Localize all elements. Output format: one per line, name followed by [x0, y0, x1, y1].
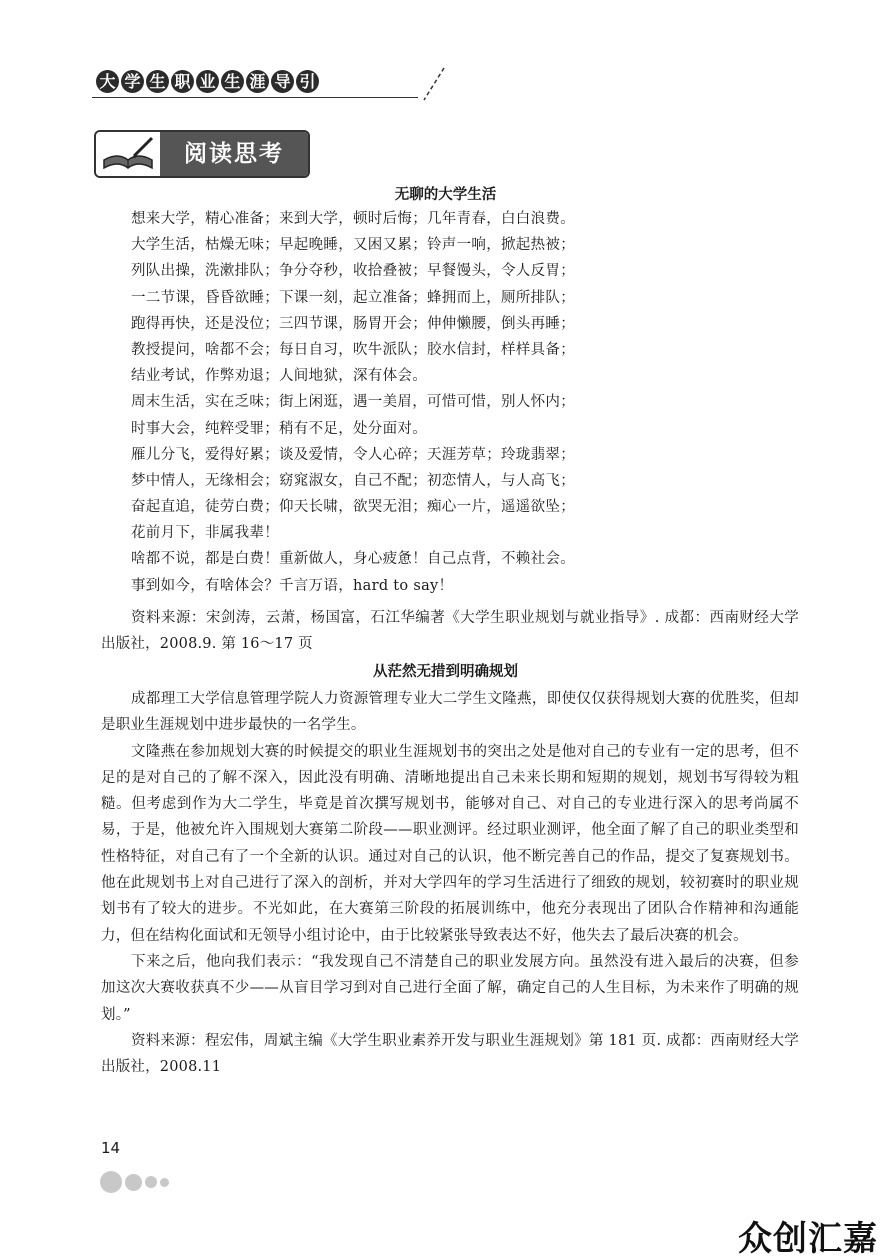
watermark: 众创汇嘉 — [738, 1219, 878, 1259]
page-number: 14 — [101, 1139, 121, 1157]
section-label: 阅读思考 — [160, 132, 308, 176]
poem-body — [131, 206, 801, 599]
source-citation: 资料来源：宋剑涛，云萧，杨国富，石江华编著《大学生职业规划与就业指导》. 成都：西南财经大学出版社，2008.9. 第 16～17 页 — [101, 610, 799, 653]
poem-line: 结业考试，作弊劝退；人间地狱，深有体会。 — [131, 368, 427, 385]
poem-line: 周末生活，实在乏味；街上闲逛，遇一美眉，可惜可惜，别人怀内； — [131, 394, 575, 411]
book-title-char: 涯 — [246, 70, 269, 93]
footer-dots-decoration — [100, 1171, 172, 1193]
poem-line: 想来大学，精心准备；来到大学，顿时后悔；几年青春，白白浪费。 — [131, 211, 575, 227]
poem-line: 大学生活，枯燥无味；早起晚睡，又困又累；铃声一响，掀起热被； — [131, 237, 575, 254]
book-title-char: 导 — [271, 70, 294, 93]
poem-line: 跑得再快，还是没位；三四节课，肠胃开会；伸伸懒腰，倒头再睡； — [131, 315, 575, 332]
book-title — [96, 70, 319, 93]
poem-line: 一二节课，昏昏欲睡；下课一刻，起立准备；蜂拥而上，厕所排队； — [131, 289, 575, 306]
source-citation: 资料来源：程宏伟，周斌主编《大学生职业素养开发与职业生涯规划》第 181 页. 成都：西南财经大学出版社，2008.11 — [101, 1032, 799, 1076]
poem-line: 事到如今，有啥体会？千言万语，hard to say！ — [131, 577, 454, 594]
poem-line: 列队出操，洗漱排队；争分夺秒，收拾叠被；早餐馒头，令人反胃； — [131, 263, 575, 280]
book-title-char: 学 — [121, 70, 144, 93]
poem-line: 梦中情人，无缘相会；窈窕淑女，自己不配；初恋情人，与人高飞； — [131, 472, 575, 489]
book-title-char: 业 — [196, 70, 219, 93]
paragraph: 成都理工大学信息管理学院人力资源管理专业大二学生文隆燕，即使仅仅获得规划大赛的优胜奖，但却是职业生涯规划中进步最快的一名学生。 — [101, 691, 799, 734]
book-title-char: 生 — [221, 70, 244, 93]
footer-dot — [100, 1171, 122, 1193]
poem-line: 花前月下，非属我辈！ — [131, 525, 279, 542]
poem-line: 啥都不说，都是白费！重新做人，身心疲惫！自己点背，不赖社会。 — [131, 551, 575, 568]
footer-dot — [145, 1176, 157, 1188]
poem-line: 教授提问，啥都不会；每日自习，吹牛派队；胶水信封，样样具备； — [131, 341, 575, 358]
article-title: 无聊的大学生活 — [394, 187, 497, 203]
header-slash-decoration — [418, 66, 448, 102]
footer-dot — [125, 1174, 142, 1191]
article-title: 从茫然无措到明确规划 — [373, 664, 518, 680]
book-title-char: 大 — [96, 70, 119, 93]
section-label-box — [94, 130, 310, 178]
footer-dot — [160, 1178, 169, 1187]
paragraph: 下来之后，他向我们表示：“我发现自己不清楚自己的职业发展方向。虽然没有进入最后的决赛，但参加这次大赛收获真不少——从盲目学习到对自己进行全面了解，确定自己的人生目标，为未来作了明确的规划。” — [101, 953, 799, 1023]
poem-line: 雁儿分飞，爱得好累；谈及爱情，令人心碎；天涯芳草；玲珑翡翠； — [131, 446, 575, 463]
book-pen-icon — [96, 132, 160, 176]
book-title-char: 引 — [296, 70, 319, 93]
book-title-char: 职 — [171, 70, 194, 93]
poem-line: 时事大会，纯粹受罪；稍有不足，处分面对。 — [131, 420, 427, 437]
book-title-char: 生 — [146, 70, 169, 93]
poem-line: 奋起直追，徒劳白费；仰天长啸，欲哭无泪；痴心一片，遥遥欲坠； — [131, 499, 575, 516]
article-body — [101, 686, 799, 1080]
paragraph: 文隆燕在参加规划大赛的时候提交的职业生涯规划书的突出之处是他对自己的专业有一定的思考，但不足的是对自己的了解不深入，因此没有明确、清晰地提出自己未来长期和短期的规划，规划书写得较为粗糙。但考虑到作为大二学生，毕竟是首次撰写规划书，能够对自己、对自己的专业进行深入的思考尚属不易，于是，他被允许入围规划大赛第二阶段——职业测评。经过职业测评，他全面了解了自己的职业类型和性格特征，对自己有了一个全新的认识。通过对自己的认识，他不断完善自己的作品，提交了复赛规划书。他在此规划书上对自己进行了深入的剖析，并对大学四年的学习生活进行了细致的规划，较初赛时的职业规划书有了较大的进步。不光如此，在大赛第三阶段的拓展训练中，他充分表现出了团队合作精神和沟通能力，但在结构化面试和无领导小组讨论中，由于比较紧张导致表达不好，他失去了最后决赛的机会。 — [101, 743, 799, 944]
header-rule — [92, 97, 418, 98]
